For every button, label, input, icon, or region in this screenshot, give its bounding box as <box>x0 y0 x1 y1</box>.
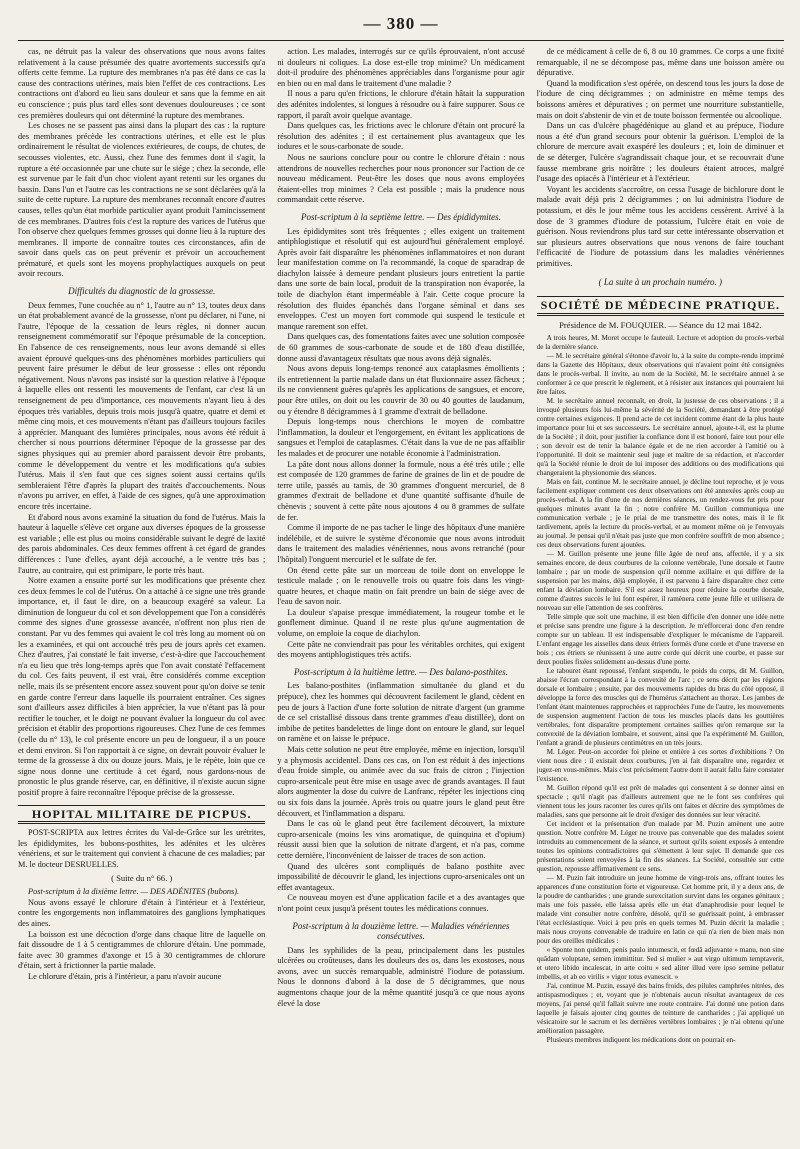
paragraph: La pâte dont nous allons donner la formule, nous a été très utile ; elle est composée de 120 grammes de farine de graines de lin et de poudre de terre utile, passés au tamis, de 30 grammes d'onguent mercuriel, de 8 grammes d'extrait de belladone et d'une quantité suffisante d'huile de chènevis ; souvent à cette pâte nous ajoutons 4 ou 8 grammes de sulfate de fer. <box>277 459 525 522</box>
paragraph: Cet incident et la présentation d'un malade par M. Puzin amènent une autre question. Notre confrère M. Léger ne trouve pas convenable que des malades soient introduits au commencement de la séance, et surtout qu'ils soient exposés à entendre toutes les opinions contradictoires qui s'émettent à leur sujet. Il demande que ces présentations soient renvoyées à la fin des séances. La Société, consultée sur cette question, repousse affirmativement ce sens. <box>536 820 784 874</box>
continuation-note: ( La suite à un prochain numéro. ) <box>598 277 722 288</box>
page-header <box>18 10 784 41</box>
paragraph: Voyant les accidents s'accroître, on cessa l'usage de bichlorure dont le malade avait déjà pris 2 décigrammes ; on lui administra l'iodure de potassium, et dès le jour même tous les accidens cessèrent. Arrivé à la dose de 3 grammes d'iodure de potassium, l'ulcère était en voie de guérison. Nous reviendrons plus tard sur cette intéressante observation et sur plusieurs autres observations que nous venons de faire touchant l'efficacité de l'iodure de potassium dans les maladies vénériennes primitives. <box>536 184 784 268</box>
paragraph: Dans le cas où le gland peut être facilement découvert, la mixture cupro-arsenicale (moins les vins aromatique, de quinquina et d'opium) réussit aussi bien que la solution de nitrate d'argent, et n'a pas, comme cette dernière, l'inconvénient de laisser de traces de son action. <box>277 819 525 860</box>
paragraph: Mais cette solution ne peut être employée, même en injection, lorsqu'il y a phymosis accidentel. Dans ces cas, on l'on est réduit à des injections d'eau froide simple, ou animée avec du suc frais de citron ; l'injection cupro-arsenicale peut être mise en usage avec de grands avantages. Il faut alors augmenter la dose du cuivre de Lanfranc, répéter les injections cinq ou six fois dans la journée. Après trois ou quatre jours le gland peut être découvert, et l'inflammation a disparu. <box>277 745 525 818</box>
paragraph: Il nous a paru qu'en frictions, le chlorure d'étain hâtait la suppuration des adénites indolentes, si longues à résoudre ou à faire suppurer. Sous ce rapport, il paraît avoir quelque avantage. <box>277 89 525 120</box>
column-3 <box>537 47 784 1145</box>
paragraph: — M. Puzin fait introduire un jeune homme de vingt-trois ans, offrant toutes les apparences d'une constitution forte et vigoureuse. Cet homme prit, il y a deux ans, de la poudre de cantharides ; une grande surexcitation survint dans les organes génitaux ; mais une fois passée, elle laissa après elle un état d'anaphrodisie pour lequel le malade vint consulter notre confrère, désolé, qu'il se guérissait point, à embrasser l'état ecclésiastique. Voici à peu près en quels termes M. Puzin décrit la maladie ; mais nous croyons convenable de traduire en latin ce qui n'a rien de bien mais non pour des oreilles médicales : <box>536 874 784 946</box>
paragraph: de ce médicament à celle de 6, 8 ou 10 grammes. Ce corps a une fixité remarquable, il ne se décompose pas, même dans une boisson amère ou dépurative. <box>536 47 784 78</box>
column-2 <box>277 47 524 1145</box>
postscript-heading: Post-scriptum à la douzième lettre. — Maladies vénériennes consécutives. <box>292 920 510 942</box>
divider <box>18 805 265 806</box>
paragraph: Depuis long-temps nous cherchions le moyen de combattre l'inflammation, la douleur et l'engorgement, en évitant les applications de sangsues et l'emploi de cataplasmes. C'était dans la vue de ne pas affaiblir les malades et de procurer une notable économie à l'administration. <box>277 417 525 458</box>
paragraph: On étend cette pâte sur un morceau de toile dont on enveloppe le testicule malade ; on le renouvelle trois ou quatre fois dans les vingt-quatre heures, et chaque matin on fait prendre un bain de siége avec de l'eau de savon noir. <box>277 565 525 607</box>
paragraph: Deux femmes, l'une couchée au n° 1, l'autre au n° 13, toutes deux dans un état probablement avancé de la grossesse, n'ont pu déclarer, ni l'une, ni l'autre, l'époque de la cessation de leurs règles, ni donner aucun renseignement commémoratif sur l'époque présumable de la conception. En l'absence de ces renseignements, nous leur avons demandé si elles avaient éprouvé quelques-uns des phénomènes morbides particuliers qui peuvent faire présumer le début de leur grossesse : elles ont répondu négativement. Nous n'avons pas insisté sur la question relative à l'époque à laquelle elles ont ressenti les mouvements de l'enfant, car c'est là un renseignement de peu d'importance, ces mouvements n'ayant lieu à des époques très variables, depuis trois mois jusqu'à quatre, quatre et demi et même cinq mois, et ces mouvements n'étant pas d'ailleurs toujours faciles à apprécier. Manquant des lumières principales, nous avons été réduit à chercher si nous pourrions déterminer l'époque de la grossesse par des signes physiques qui au premier abord paraissent devoir être probants, comme le développement du ventre et les modifications qu'a subies l'utérus. Mais il s'en faut que ces signes soient aussi certains qu'ils sembleraient l'être d'après la plupart des traités d'accouchements. Nous n'avons pu arriver, en effet, à l'aide de ces signes, qu'à une approximation encore très incertaine. <box>18 300 266 511</box>
paragraph: Ce nouveau moyen est d'une application facile et a des avantages que n'ont point ceux jusqu'à présent toutes les médications connues. <box>277 893 525 913</box>
paragraph: Quand des ulcères sont compliqués de balano posthite avec impossibilité de découvrir le gland, les injections cupro-arsenicales ont un effet avantageux. <box>277 861 525 892</box>
paragraph: A trois heures, M. Moret occupe le fauteuil. Lecture et adoption du procès-verbal de la dernière séance. <box>536 334 784 352</box>
column-1 <box>18 47 265 1145</box>
paragraph: — M. Guillon présente une jeune fille âgée de neuf ans, affectée, il y a six semaines encore, de deux courbures de la colonne vertébrale, l'une dorsale et l'autre lombaire ; par un mode de suspension qu'il nomme axillaire et qui diffère de la suspension par les mains, déjà employée, il est parvenu à faire disparaître chez cette enfant la déviation lombaire. S'il est assez heureux pour réduire la courbe dorsale, comme d'autres succès le lui font espérer, il ramènera cette jeune fille et utilisera de nouveau sur elle l'attention de ses confrères. <box>536 550 784 613</box>
paragraph: Quand la modification s'est opérée, on descend tous les jours la dose de l'iodure de cinq décigrammes ; on administre en même temps des boissons amères et dépuratives ; on permet une nourriture substantielle, mais on doit s'abstenir de vin et de toute boisson fermentée ou alcoolique. <box>536 78 784 120</box>
paragraph: Nous ne saurions conclure pour ou contre le chlorure d'étain : nous attendrons de nouvelles recherches pour nous prononcer sur l'action de ce nouveau médicament. Peut-être les doses que nous avons employées étaient-elles trop minimes ? Cela est possible ; mais la prudence nous commandait cette réserve. <box>277 152 525 205</box>
paragraph: Nous avons depuis long-temps renoncé aux cataplasmes émollients ; ils entretiennent la partie malade dans un état fluxionnaire assez fâcheux ; ils ne conviennent guères qu'après les applications de sangsues, et encore, pour être utiles, on doit ou les couvrir de 30 ou 40 gouttes de laudanum, ou y étendre 8 décigrammes à 1 gramme d'extrait de belladone. <box>277 364 525 416</box>
section-lead: POST-SCRIPTA aux lettres écrites du Val-de-Grâce sur les urétrites, les épididymites, les bubons-posthites, les adénites et les ulcères vénériens, et sur le traitement qui convient à chacune de ces maladies; par M. le docteur DESRUELLES. <box>18 828 266 869</box>
paragraph: Plusieurs membres indiquent les médications dont on pourrait en- <box>546 1036 736 1045</box>
paragraph: Notre examen a ensuite porté sur les modifications que présente chez ces deux femmes le col de l'utérus. On a attaché à ce signe une très grande importance, et, il faut le dire, on a beaucoup exagéré sa valeur. La diminution de longueur du col et son développement que l'on a considérés comme des signes d'une grossesse avancée, n'offrent non plus rien de constant. Par vu des femmes qui avaient le col très long au moment où on les a examinées, et qui ont accouché très peu de jours après cet examen. Chez d'autres, j'ai constaté le fait inverse, c'est-à-dire que l'accouchement n'a eu lieu que très long-temps après que l'on avait constaté l'effacement du col. Ces faits peuvent, il est vrai, être considérés comme exception nelle, mais ils se présentent encore assez souvent pour qu'on doive se tenir en garde contre l'erreur dans laquelle ils pourraient entraîner. Ces signes sont d'ailleurs assez difficiles à bien apprécier, la vue n'étant pas là pour rectifier le toucher, et le doigt ne pouvant évaluer la longueur du col avec précision et établir des proportions rigoureuses. Chez l'une de ces femmes (celle du n° 13), le col présente encore un peu de longueur, il a un pouce et demi environ. Si l'on rapportait à ce signe, on devrait pouvoir évaluer le terme de la grossesse à dix ou douze jours. Mais, je le répète, loin que ce signe nous donne une certitude à cet égard, nous gardons-nous de pronostic le plus grande réserve, car, en définitive, il n'existe aucun signe positif propre à faire reconnaître l'époque précise de la grossesse. <box>18 576 266 797</box>
session-presidency: Présidence de M. FOUQUIER. — Séance du 12 mai 1842. <box>559 319 762 330</box>
divider <box>537 296 784 297</box>
paragraph: Dans un cas d'ulcère phagédénique au gland et au prépuce, l'iodure nous a été d'un grand secours pour obtenir la guérison. L'emploi de la chlorure de mercure avait exaspéré les douleurs ; et, loin de diminuer et de se déterger, l'ulcère s'agrandissait chaque jour, et se recouvrait d'une fausse membrane gris noirâtre ; les douleurs étaient atroces, malgré l'usage des opiacés à l'intérieur et à l'extérieur. <box>536 121 784 184</box>
section-title: SOCIÉTÉ DE MÉDECINE PRATIQUE. <box>537 300 784 316</box>
paragraph: Le chlorure d'étain, pris à l'intérieur, a paru n'avoir aucune <box>28 971 222 981</box>
paragraph: action. Les malades, interrogés sur ce qu'ils éprouvaient, n'ont accusé ni douleurs ni coliques. La dose est-elle trop minime? Un médicament doit-il produire des phénomènes appréciables dans l'organisme pour agir en bien ou en mal dans le traitement d'une maladie ? <box>277 47 525 88</box>
paragraph: La boisson est une décoction d'orge dans chaque litre de laquelle on fait dissoudre de 1 à 5 centigrammes de chlorure d'étain. Une pommade, faite avec 30 grammes d'axonge et 15 à 30 centigrammes de chlorure d'étain, sert à frictionner la partie malade. <box>18 929 266 971</box>
postscript-heading: Post-scriptum à la septième lettre. — Des épididymites. <box>301 211 501 222</box>
session-report <box>537 334 784 1045</box>
paragraph: Mais en fait, continue M. le secrétaire annuel, je décline tout reproche, et je vous facilement expliquer comment ces deux observations ont été annexées après coup au procès-verbal. A la fin d'une de nos dernières séances, un rendez-vous fut pris pour quelques minutes avant la fin ; notre confrère M. Guillon communiqua une communication verbale ; je le priai de me transmettre des notes, mais il le fit tardivement, après la lecture du procès-verbal, et au moment même où je l'envoyais au journal. Je pensai qu'il n'était pas juste que mon confrère souffrît de mon absence ; ces deux observations furent ajoutées. <box>536 478 784 550</box>
paragraph: Nous avons essayé le chlorure d'étain à l'intérieur et à l'extérieur, contre les engorgements non inflammatoires des ganglions lymphatiques des aines. <box>18 897 266 928</box>
subheading: Difficultés du diagnostic de la grossesse. <box>68 286 216 297</box>
paragraph: J'ai, continue M. Puzin, essayé des bains froids, des pilules camphrées nitrées, des antispasmodiques ; et, voyant que je n'obtenais aucun résultat avantageux de ces moyens, j'ai pensé qu'il fallait suivre une route contraire. J'ai donné une potion dans laquelle je faisais ajouter cinq gouttes de teinture de cantharides ; j'ai appliqué un vésicatoire sur le sacrum et les dernières vertèbres lombaires ; je n'ai obtenu qu'une amélioration passagère. <box>536 982 784 1036</box>
page-number: — 380 — <box>363 14 439 33</box>
postscript-heading: Post-scriptum à la dixième lettre. — DES ADÉNITES (bubons). <box>28 887 240 897</box>
continuation-note: ( Suite du n° 66. ) <box>111 872 173 883</box>
paragraph: cas, ne détruit pas la valeur des observations que nous avons faites relativement à la cause présumée des quatre avortements successifs qu'a offerts cette femme. La rupture des membranes n'a pas été dans ce cas la cause des contractions utérines, mais bien l'effet de ces contractions. Les contractions ont d'abord eu lieu sans douleur et sans que la femme en ait eu conscience ; puis plus tard elles sont devenues douloureuses ; ce sont ces premières douleurs qui ont déterminé la rupture des membranes. <box>18 47 266 120</box>
paragraph: Comme il importe de ne pas tacher le linge des hôpitaux d'une manière indélébile, et de suivre le système d'économie que nous avons introduit dans le traitement des maladies vénériennes, nous avons retranché (pour l'hôpital) l'onguent mercuriel et le sulfate de fer. <box>277 523 525 564</box>
paragraph: M. Guillon répond qu'il est prêt de malades qui consentent à se donner ainsi en spectacle ; qu'il n'agit pas d'ailleurs autrement que ne le font ses confrères qui viennent tous les jours raconter les cures qu'ils ont faites et décrire des symptômes de maladies, sans que personne ait le droit d'exiger des données sur leur véracité. <box>536 784 784 820</box>
paragraph: Telle simple que soit une machine, il est bien difficile d'en donner une idée nette et précise sans prendre une figure à la description. Je m'efforcerai donc d'en rendre compte sur un tableau. Il est indispensable d'expliquer le mécanisme de l'appareil. L'enfant engage les aisselles dans deux étriers formés d'une corde et d'une traverse en bois ; ces étriers se réunissent à une autre corde qui décrit une courbe, et passe sur deux poulies fixées solidement au-dessus d'une porte. <box>536 613 784 667</box>
paragraph: Les balano-posthites (inflammation simultanée du gland et du prépuce), chez les hommes qui découvrent facilement le gland, cèdent en peu de jours à l'action d'une forte solution de nitrate d'argent (un gramme de ce sel cristallisé dissous dans trente grammes d'eau distillée), dont on imbibe de petites bandelettes de linge dont on entoure le gland, sur lequel on ramène et on laisse le prépuce. <box>277 681 525 744</box>
paragraph: — M. le secrétaire général s'étonne d'avoir lu, à la suite du compte-rendu imprimé dans la Gazette des Hôpitaux, deux observations qui n'avaient point été consignées dans le procès-verbal. Il invite, au nom de la Société, M. le secrétaire annuel à se conformer à ce que prescrit le règlement, et à résister aux instances qui pourraient lui être faites. <box>536 352 784 397</box>
paragraph: Cette pâte ne conviendrait pas pour les véritables orchites, qui exigent des moyens antiphlogistiques très actifs. <box>277 639 525 660</box>
paragraph: La douleur s'apaise presque immédiatement, la rougeur tombe et le gonflement diminue. Quand il ne reste plus qu'une augmentation de volume, on emploie la coque de diachylon. <box>277 607 525 639</box>
paragraph: Le tabouret étant repoussé, l'enfant suspendu, le poids du corps, dit M. Guillon, abaisse l'écran correspondant à la convexité de l'arc ; ce sens décrit par les régions dorsale et lombaire ; ensuite, par des mouvements rapides du bras du côté opposé, il développe la force des muscles qui de l'humérus s'attachent au thorax. Les jambes de l'enfant étant maintenues rapprochées et rapprochées l'une de l'autre, les mouvements de suspension augmentent l'action de tous les muscles placés dans les gouttières vertébrales, font disparaître promptement certaines saillies qu'on remarque sur la convexité de la déviation lombaire, et souvent, ainsi que l'a expérimenté M. Guillon, l'enfant a grandi de plusieurs centimètres en un très jours. <box>536 667 784 748</box>
paragraph: Dans les syphilides de la peau, principalement dans les pustules ulcérées ou croûteuses, dans les douleurs des os, dans les exostoses, nous avons, avec un succès remarquable, administré l'iodure de potassium. Nous le donnons d'abord à la dose de 5 décigrammes, que nous augmentons chaque jour de la même quantité jusqu'à ce que nous ayons élevé la dose <box>277 945 525 1008</box>
postscript-heading: Post-scriptum à la huitième lettre. — Des balano-posthites. <box>294 666 508 677</box>
columns <box>18 47 784 1145</box>
paragraph: Les choses ne se passent pas ainsi dans la plupart des cas : la rupture des membranes précède les contractions utérines, et elle est le plus ordinairement le résultat de violences extérieures, de coups, de chutes, de secousses violentes, etc. Aussi, chez l'une des femmes dont il s'agit, la rupture a été occasionnée par une chute sur le siége ; chez la seconde, elle est survenue par le fait d'un choc violent ayant retenti sur les organes du bassin. Dans l'un et l'autre cas les contractions ne se sont déclarées qu'à la suite de cette rupture. La rupture des membranes reconnaît encore d'autres causes, telles qu'un état morbide particulier ayant produit l'amincissement de ces membranes. D'autres fois c'est la rupture des varices de l'utérus que l'on observe chez quelques femmes grosses qui donne lieu à la rupture des membranes. Il importe de connaître toutes ces circonstances, afin de savoir dans quels cas on peut prévenir et prévoir un accouchement prématuré, et quels sont les moyens prophylactiques auxquels on peut avoir recours. <box>18 121 266 279</box>
paragraph: « Sponte non quidem, penis paulo intumescit, et fœdâ adjuvante » manu, non sine quâdam voluptate, semen immittitur. Sed si mulier » aut virgo ultimum temptaverit, et utero libido incalescat, in arte coitu » sed aliter illud vere ipso semine pellatur imbellis, et ab eo virilis » vigor totus evanescit. » <box>536 946 784 982</box>
paragraph: M. le secrétaire annuel reconnaît, en droit, la justesse de ces observations ; il a invoqué plusieurs fois lui-même la sévérité de la Société, demandant à être protégé contre certaines exigences. Il prend acte de cet incident comme étant de la plus haute importance pour lui et ses successeurs. Le secrétaire annuel, ajoute-t-il, est la plume de la Société ; il doit, pour justifier la confiance dont il est honoré, faire tout pour elle ; son devoir est de tenir la balance égale et de ne rien accorder à l'amitié ou à l'opportunité. Il doit se maintenir seul juge et maître de sa rédaction, et n'accorder qu'à la Société réunie le droit de lui imposer des additions ou des modifications qui changeraient la physionomie des séances. <box>536 397 784 478</box>
section-title: HOPITAL MILITAIRE DE PICPUS. <box>18 809 265 825</box>
paragraph: Et d'abord nous avons examiné la situation du fond de l'utérus. Mais la hauteur à laquelle s'élève cet organe aux diverses époques de la grossesse est variable ; elle est plus ou moins considérable suivant le degré de laxité des parois abdominales. Ces deux femmes offrent à cet égard de grandes différences : l'une d'elles, ayant déjà accouché, a le ventre très bas ; l'autre, au contraire, qui est primipare, le porte très haut. <box>18 512 266 575</box>
paragraph: Les épididymites sont très fréquentes ; elles exigent un traitement antiphlogistique et résolutif qui est aujourd'hui généralement employé. Après avoir fait disparaître les phénomènes inflammatoires et non durant leur manifestation comme on l'a recommandé, la coque de sparadrap de diachylon laissée à demeure pendant plusieurs jours entretient la partie dans une sorte de bain local, produit de la transpiration non évaporée, la toile de diachylon étant imperméable à l'air. Cette coque procure la résolution des fluides épanchés dans l'organe séminal et dans ses enveloppes. C'est un moyen fort commode qui suspend le testicule et manque rarement son effet. <box>277 226 525 331</box>
paragraph: Dans quelques cas, des fomentations faites avec une solution composée de 60 grammes de sous-carbonate de soude et de 180 d'eau distillée, donne aussi d'avantageux résultats que nous avons déjà signalés. <box>277 332 525 363</box>
paragraph: Dans quelques cas, les frictions avec le chlorure d'étain ont procuré la résolution des adénites ; il est certainement plus avantageux que les iodures et le sous-carbonate de soude. <box>277 121 525 152</box>
paragraph: M. Léger. Peut-on accorder foi pleine et entière à ces sortes d'exhibitions ? On vient nous dire : il existait deux courbures, j'en ai fait disparaître une, regardez et jugez-en vous-mêmes. Mais c'est précisément l'autre dont il aurait fallu faire constater l'existence. <box>536 748 784 784</box>
